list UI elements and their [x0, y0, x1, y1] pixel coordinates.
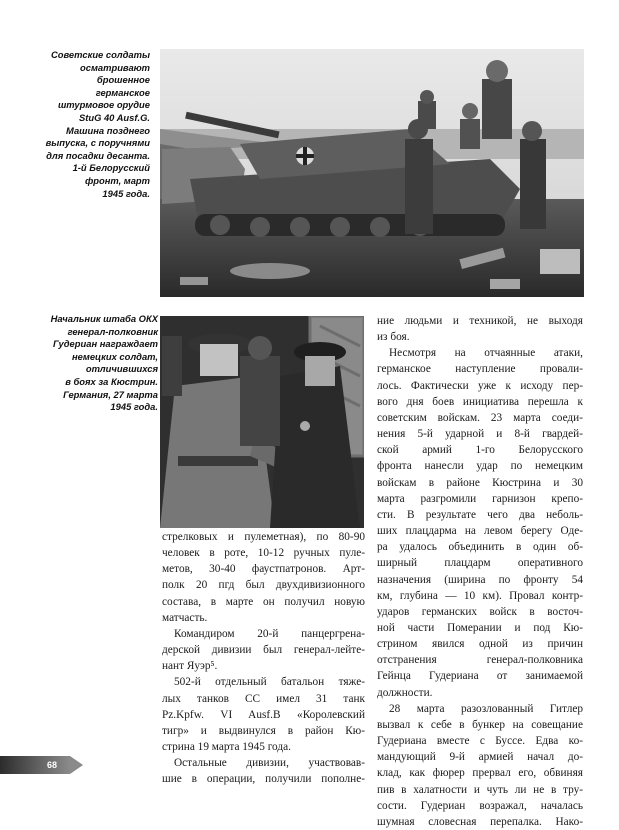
caption-line: выпуска, с поручнями: [45, 137, 150, 149]
caption-line: Советские солдаты: [51, 49, 150, 60]
caption-line: фронт, март: [84, 174, 150, 186]
text-line: советским войскам. 23 марта соеди-: [377, 411, 583, 424]
caption-line: германское: [95, 86, 150, 98]
body-text-column-left: [162, 529, 365, 788]
text-line: дерской дивизии был генерал-лейте-: [162, 644, 365, 657]
text-line: нения 5-й ударной и 8-й гвардей-: [377, 428, 583, 441]
text-line: 502-й отдельный батальон тяже-: [174, 676, 365, 689]
caption-line: немецких солдат,: [72, 350, 158, 362]
text-line: фронта нанесли удар по немецким: [377, 460, 583, 473]
text-line: германское наступление провали-: [377, 363, 583, 376]
text-line: пив в халатности и чуть ли не в тру-: [377, 783, 583, 796]
text-line: ширный плацдарм оперативного: [377, 557, 583, 570]
text-line: стрина 19 марта 1945 года.: [162, 741, 291, 754]
text-line: стрином явился одной из причин: [377, 638, 583, 651]
caption-line: Гудериан награждает: [53, 338, 158, 350]
text-line: матчасть.: [162, 611, 208, 624]
body-text-column-right: [377, 313, 583, 830]
photo-caption-stug: [20, 49, 150, 200]
text-line: состава, в марте он получил новую: [162, 595, 365, 608]
text-line: Гейнца Гудериана от занимаемой: [377, 670, 583, 683]
text-line: из боя.: [377, 331, 410, 344]
photo-stug-assault-gun: [160, 49, 584, 297]
text-line: ших плацдарма на левом берегу Оде-: [377, 525, 583, 538]
caption-line: брошенное: [96, 74, 150, 86]
caption-line: Начальник штаба ОКХ: [50, 313, 158, 324]
photo-guderian-image: [160, 316, 364, 528]
caption-line: штурмовое орудие: [57, 99, 150, 111]
text-line: тигр» и выдвинулся в район Кю-: [162, 724, 365, 737]
caption-line: генерал-полковник: [67, 325, 158, 337]
text-line: Pz.Kpfw. VI Ausf.B «Королевский: [162, 708, 365, 721]
text-line: Гудериана вместе с Буссе. Едва ко-: [377, 735, 583, 748]
photo-caption-guderian: [20, 313, 158, 414]
text-line: ной части Померании и под Кю-: [377, 621, 583, 634]
caption-line: отличившихся: [85, 363, 158, 375]
caption-line: Германия, 27 марта: [63, 388, 158, 400]
text-line: вызвал к себе в бункер на совещание: [377, 718, 583, 731]
caption-line: осматривают: [80, 61, 150, 73]
text-line: Остальные дивизии, участвовав-: [174, 757, 365, 770]
page-number: 68: [46, 760, 57, 770]
text-line: метов, 30-40 фаустпатронов. Арт-: [162, 563, 365, 576]
photo-stug-image: [160, 49, 584, 297]
text-line: шие в операции, получили пополне-: [162, 773, 365, 786]
page-number-arrow: [70, 756, 83, 774]
text-line: лось. Фактически уже к исходу пер-: [377, 379, 583, 392]
text-line: назначения (ширина по фронту 54: [377, 573, 583, 586]
text-line: марта разгромили гарнизон крепо-: [377, 492, 583, 505]
caption-line: 1945 года.: [110, 401, 158, 413]
text-line: вого дня боев инициатива перешла к: [377, 395, 583, 408]
text-line: ра удалось объединить в один об-: [377, 541, 583, 554]
text-line: шумная словесная перепалка. Нако-: [377, 815, 583, 828]
text-line: отстранения генерал-полковника: [377, 654, 583, 667]
text-line: сости. Гудериан возражал, началась: [377, 799, 583, 812]
text-line: ской армий 1-го Белорусского: [377, 444, 583, 457]
text-line: ударов германских войск в восточ-: [377, 605, 583, 618]
text-line: полк 20 пгд был двухдивизионного: [162, 579, 365, 592]
caption-line: Машина позднего: [66, 124, 150, 136]
caption-line: 1-й Белорусский: [72, 162, 150, 174]
photo-guderian-award: [160, 316, 364, 528]
text-line: войскам в районе Кюстрина и 30: [377, 476, 583, 489]
text-line: км, глубина — 10 км). Провал контр-: [377, 589, 583, 602]
text-line: должности.: [377, 686, 433, 699]
caption-line: 1945 года.: [102, 187, 150, 199]
caption-line: для посадки десанта.: [46, 149, 150, 161]
text-line: лых танков СС имел 31 танк: [162, 692, 365, 705]
text-line: сти. В результате чего два неболь-: [377, 508, 583, 521]
text-line: Командиром 20-й панцергрена-: [174, 627, 365, 640]
text-line: стрелковых и пулеметная), по 80-90: [162, 531, 365, 543]
caption-line: StuG 40 Ausf.G.: [78, 111, 150, 123]
text-line: человек в роте, 10-12 ручных пуле-: [162, 547, 365, 560]
text-line: Несмотря на отчаянные атаки,: [389, 347, 583, 360]
text-line: 28 марта разозлованный Гитлер: [389, 702, 583, 715]
text-line: ние людьми и техникой, не выходя: [377, 315, 583, 327]
text-line: нант Яуэр⁵.: [162, 660, 218, 673]
text-line: мандующий 9-й армией начал до-: [377, 751, 583, 764]
text-line: клад, как фюрер прервал его, обвиняя: [377, 767, 583, 780]
caption-line: в боях за Кюстрин.: [65, 375, 158, 387]
